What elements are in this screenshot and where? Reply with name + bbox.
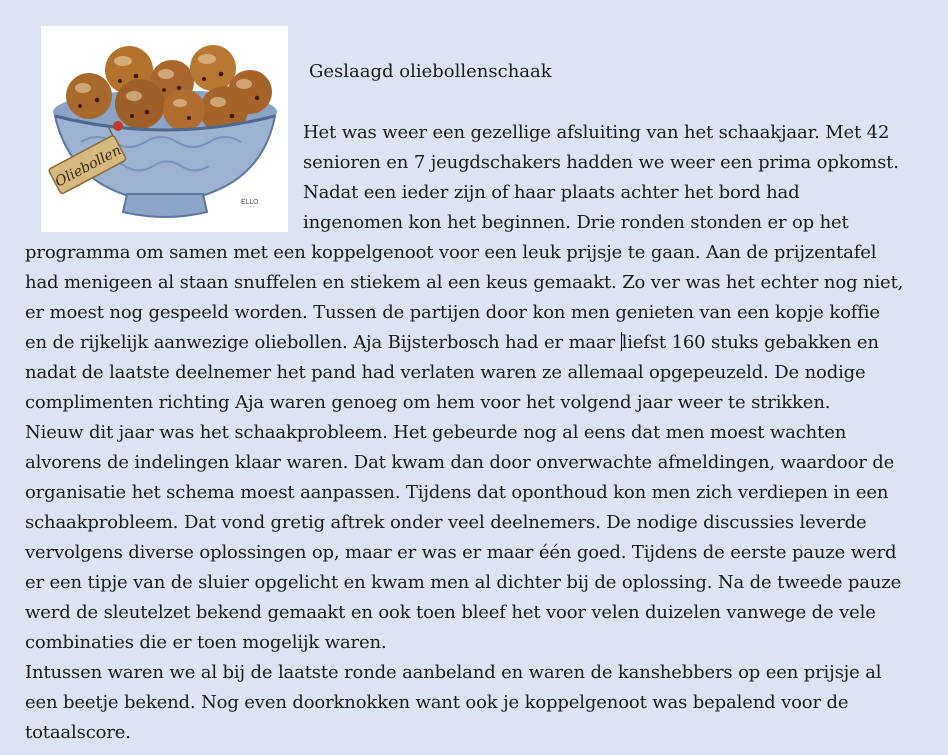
- text-line: vervolgens diverse oplossingen op, maar er was er maar één goed. Tijdens de eerste pauze werd: [25, 542, 897, 563]
- text-line: een beetje bekend. Nog even doorknokken want ook je koppelgenoot was bepalend voor de: [25, 692, 849, 713]
- text-line: totaalscore.: [25, 722, 131, 743]
- text-line: programma om samen met een koppelgenoot voor een leuk prijsje te gaan. Aan de prijzentafel: [25, 242, 877, 263]
- text-line: alvorens de indelingen klaar waren. Dat kwam dan door onverwachte afmeldingen, waardoor de: [25, 452, 895, 473]
- article-title: Geslaagd oliebollenschaak: [309, 61, 552, 82]
- oliebollen-bowl-drawing: [41, 26, 288, 232]
- text-line: Intussen waren we al bij de laatste ronde aanbeland en waren de kanshebbers op een prijsje al: [25, 662, 882, 683]
- bowl-foot: [123, 194, 207, 217]
- text-segment: en de rijkelijk aanwezige oliebollen. Aja Bijsterbosch had er maar: [25, 332, 621, 353]
- text-segment: liefst 160 stuks gebakken en: [621, 332, 879, 353]
- text-line: combinaties die er toen mogelijk waren.: [25, 632, 387, 653]
- tag-label: Oliebollen: [52, 142, 125, 191]
- text-line: schaakprobleem. Dat vond gretig aftrek onder veel deelnemers. De nodige discussies leverde: [25, 512, 867, 533]
- text-line: Nadat een ieder zijn of haar plaats achter het bord had: [303, 182, 800, 203]
- tag-ribbon: [113, 121, 123, 131]
- text-line: Nieuw dit jaar was het schaakprobleem. Het gebeurde nog al eens dat men moest wachten: [25, 422, 847, 443]
- text-line: ingenomen kon het beginnen. Drie ronden stonden er op het: [303, 212, 849, 233]
- text-line: organisatie het schema moest aanpassen. Tijdens dat oponthoud kon men zich verdiepen in een: [25, 482, 889, 503]
- text-line: had menigeen al staan snuffelen en stiekem al een keus gemaakt. Zo ver was het echter nog niet,: [25, 272, 904, 293]
- text-line: senioren en 7 jeugdschakers hadden we weer een prima opkomst.: [303, 152, 899, 173]
- text-line: Het was weer een gezellige afsluiting van het schaakjaar. Met 42: [303, 122, 890, 143]
- text-line: nadat de laatste deelnemer het pand had verlaten waren ze allemaal opgepeuzeld. De nodige: [25, 362, 866, 383]
- text-line: er moest nog gespeeld worden. Tussen de partijen door kon men genieten van een kopje koffie: [25, 302, 880, 323]
- text-line: complimenten richting Aja waren genoeg om hem voor het volgend jaar weer te strikken.: [25, 392, 831, 413]
- text-line: er een tipje van de sluier opgelicht en kwam men al dichter bij de oplossing. Na de tweede pauze: [25, 572, 902, 593]
- artist-mark: ELLO: [241, 198, 259, 206]
- text-line: werd de sleutelzet bekend gemaakt en ook toen bleef het voor velen duizelen vanwege de vele: [25, 602, 876, 623]
- text-line: [25, 328, 879, 358]
- oliebollen-bowl-illustration: [41, 26, 288, 232]
